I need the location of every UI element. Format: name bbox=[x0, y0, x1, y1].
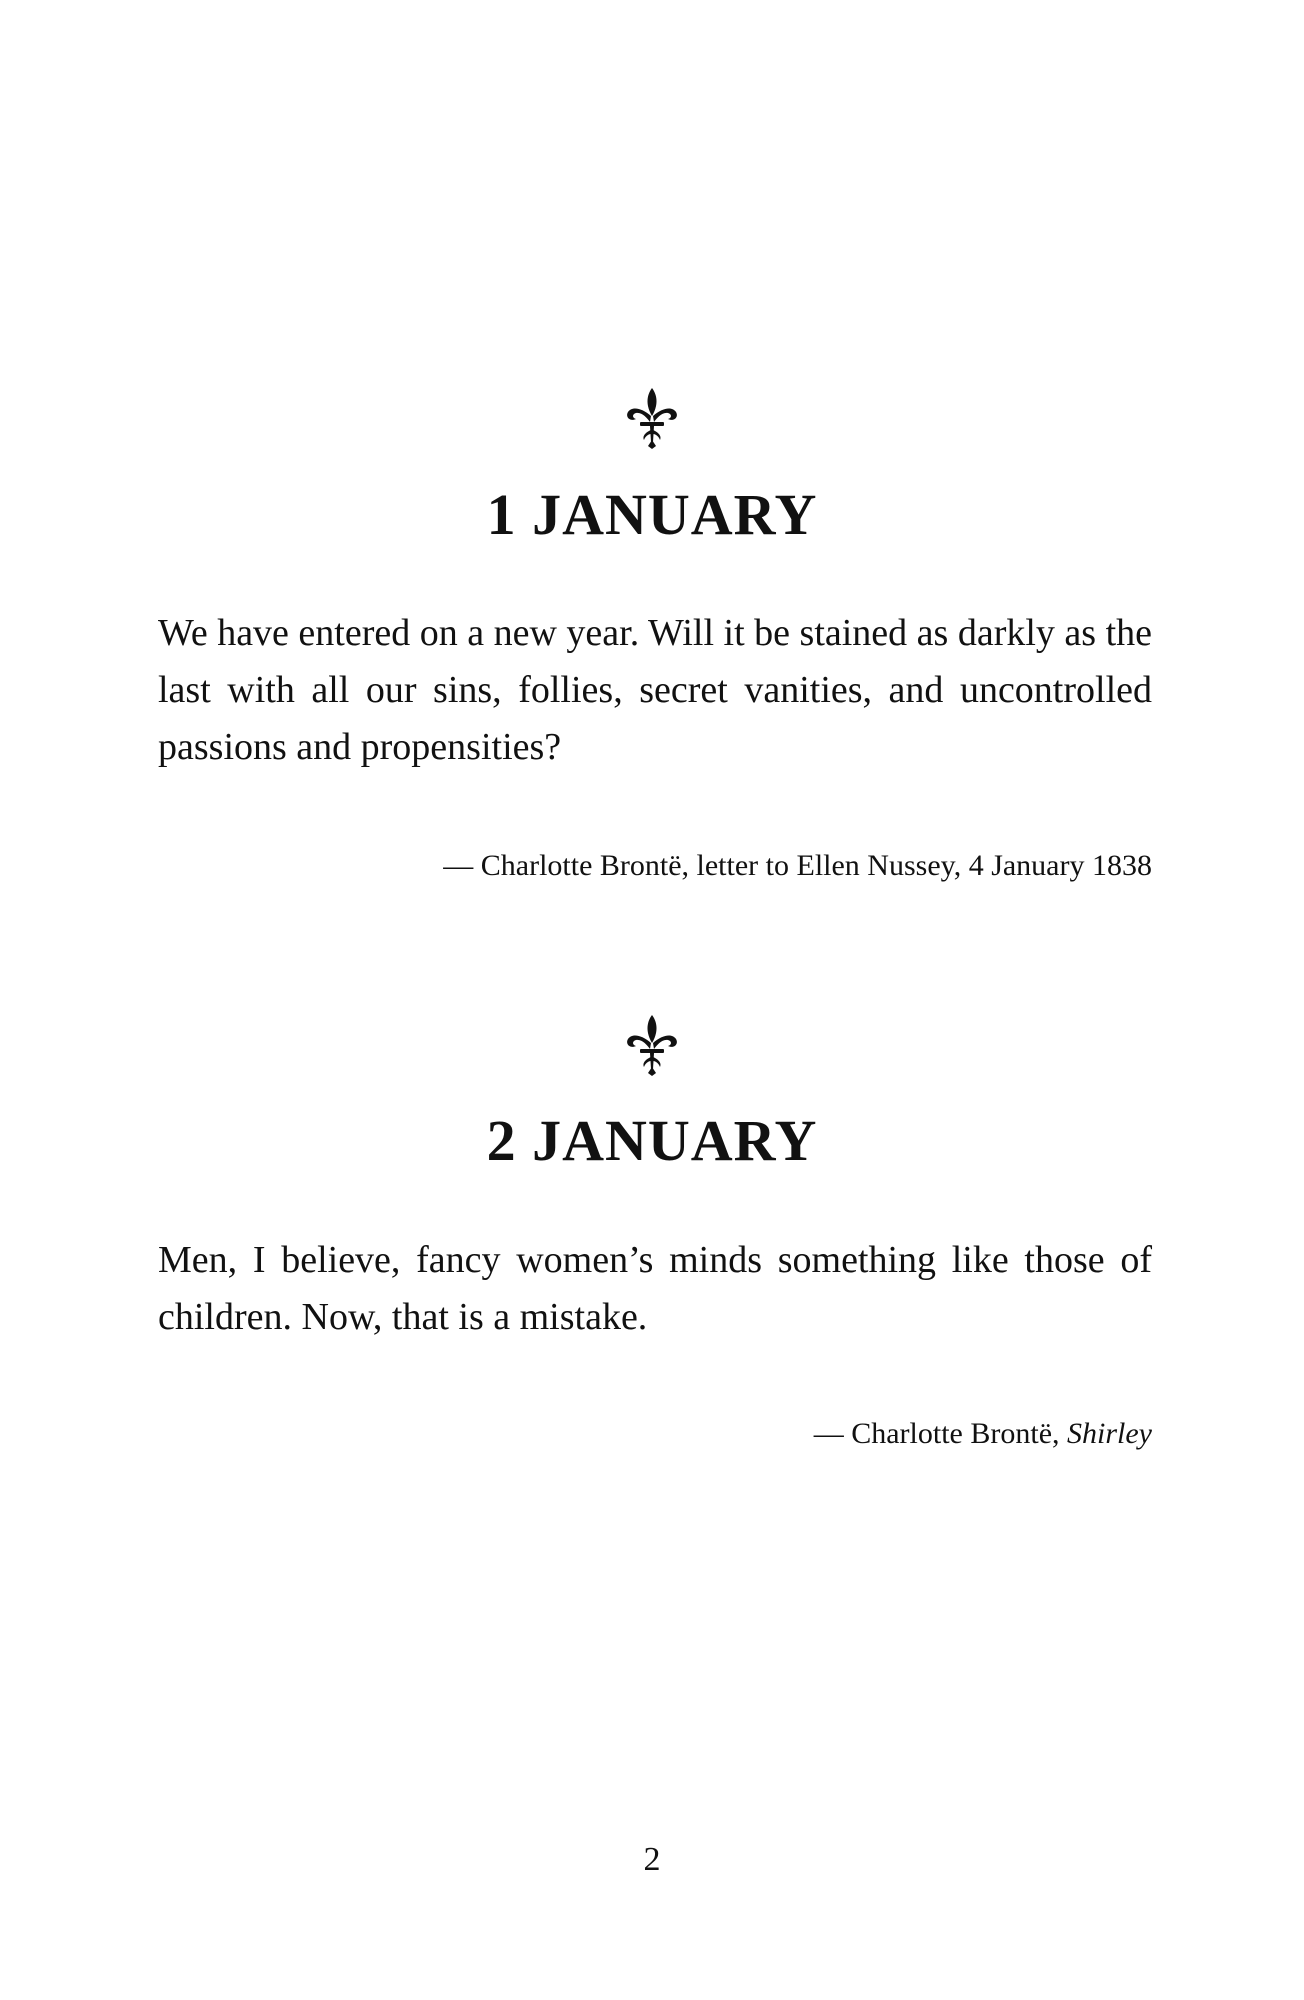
entry-heading: 1 JANUARY bbox=[486, 482, 818, 547]
entry-quote: Men, I believe, fancy women’s minds something like those of children. Now, that is a mistake. bbox=[158, 1239, 1152, 1338]
attribution-work-title: Shirley bbox=[1067, 1417, 1152, 1450]
attribution-text: — Charlotte Brontë, letter to Ellen Nussey, 4 January 1838 bbox=[443, 849, 1152, 882]
attribution-text: — Charlotte Brontë, bbox=[813, 1417, 1068, 1450]
entry-attribution bbox=[814, 1414, 1152, 1454]
entry-attribution bbox=[443, 846, 1152, 886]
entry-quote: We have entered on a new year. Will it be stained as darkly as the last with all our sins, follies, secret vanities, and uncontrolled passions and propensities? bbox=[158, 612, 1152, 768]
fleur-de-lis-icon bbox=[622, 386, 682, 450]
entry-heading: 2 JANUARY bbox=[486, 1108, 818, 1173]
page-number: 2 bbox=[643, 1841, 661, 1878]
fleur-de-lis-icon bbox=[622, 1013, 682, 1077]
